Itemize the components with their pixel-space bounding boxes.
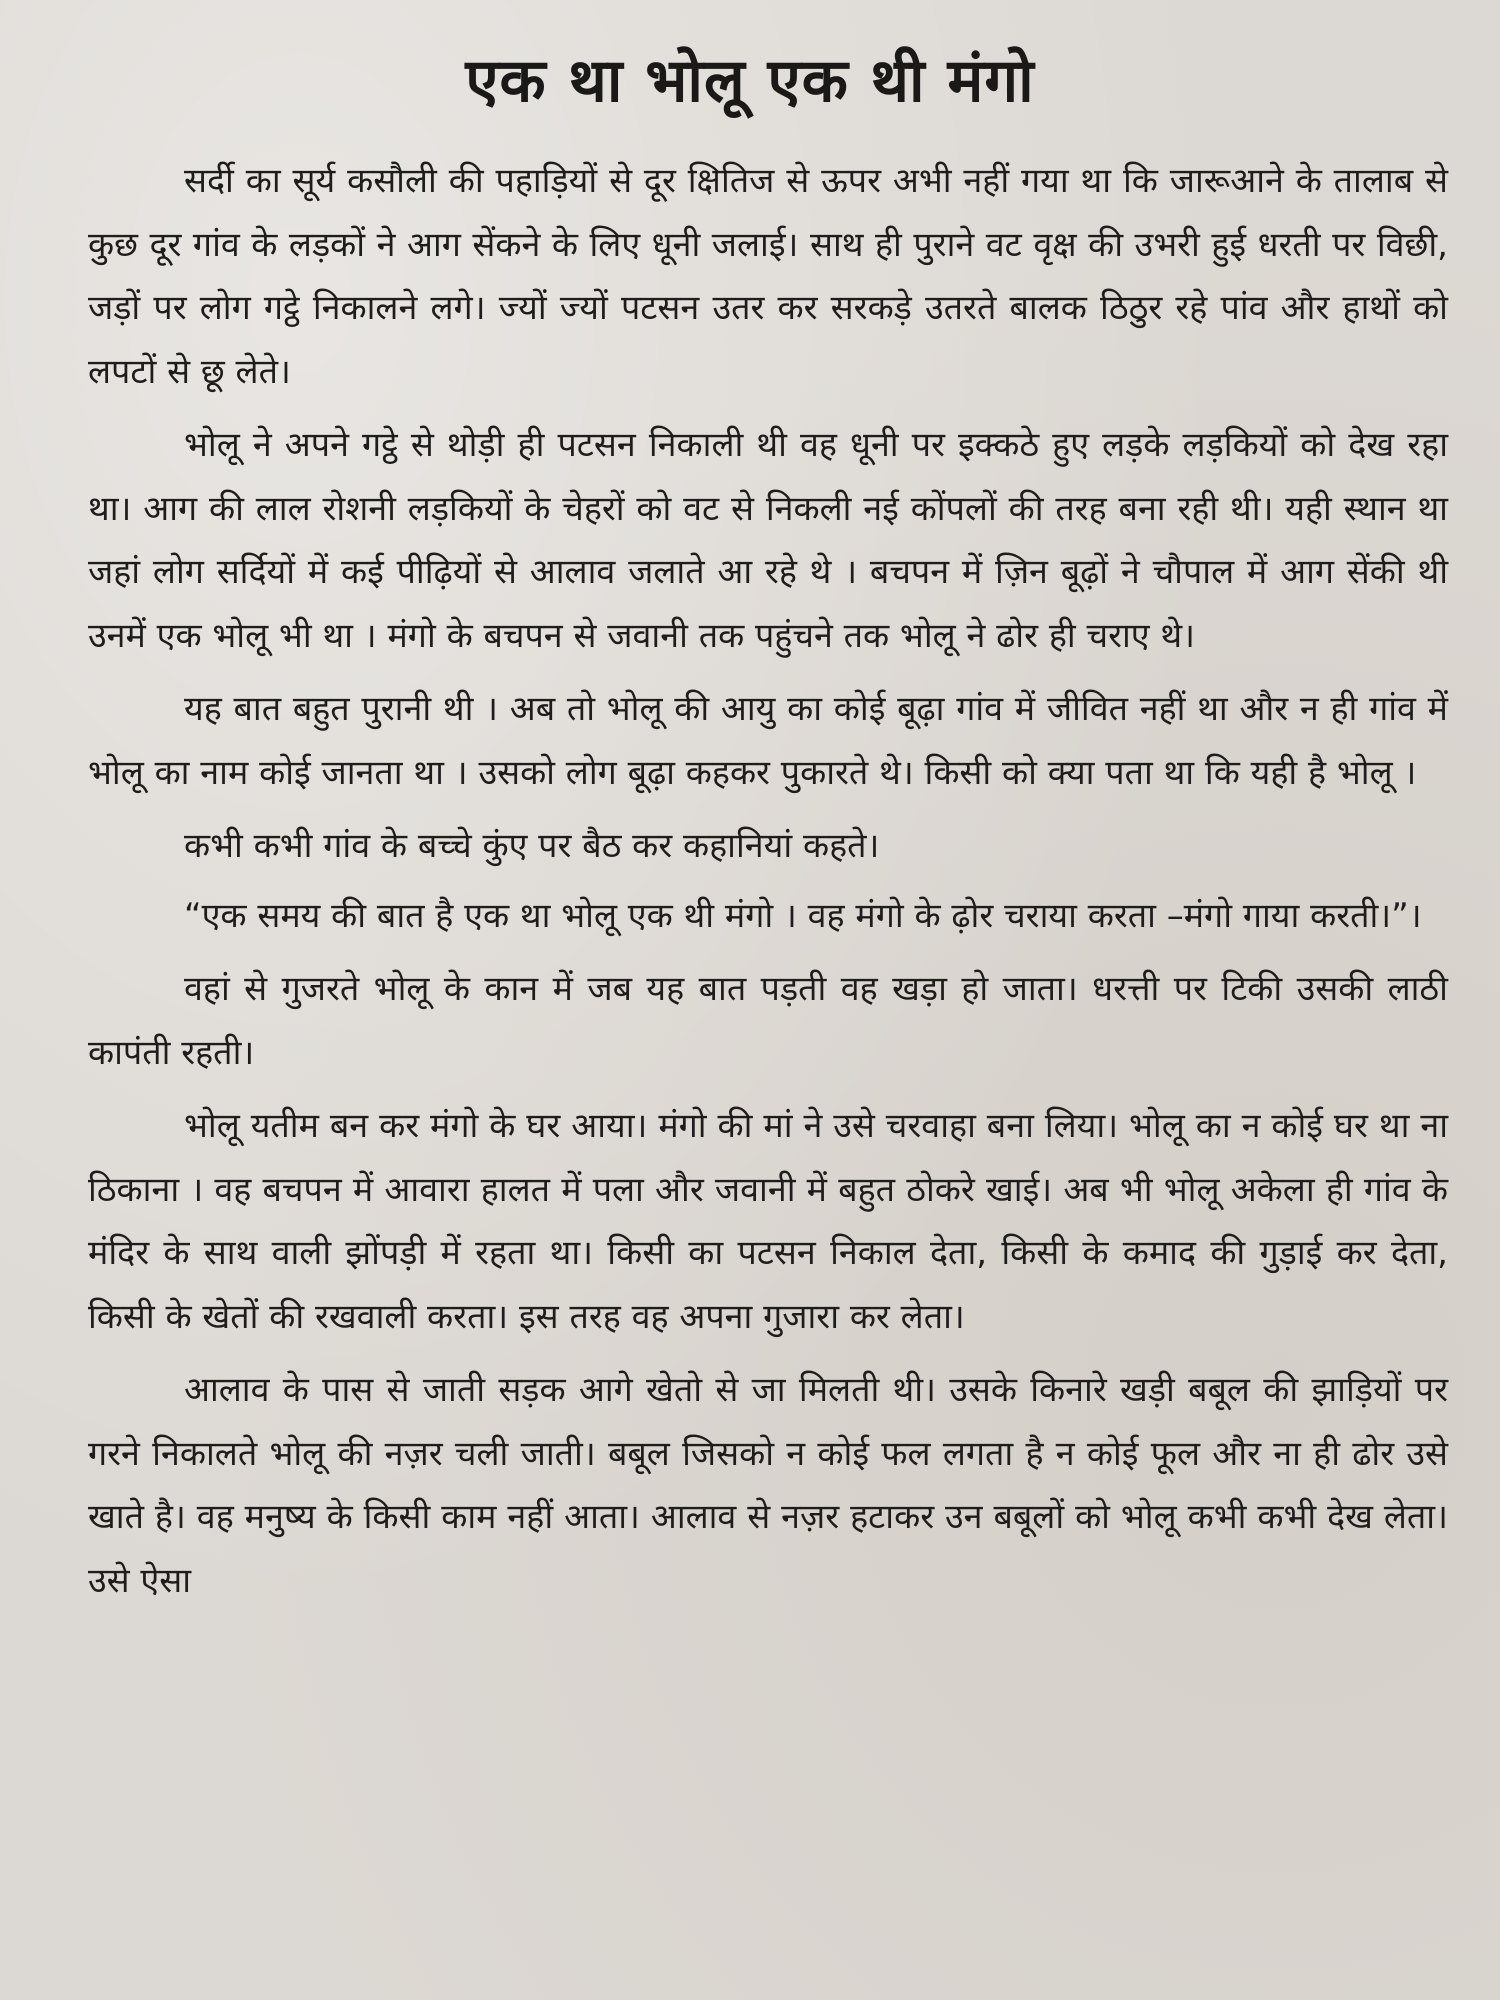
paragraph-2: भोलू ने अपने गट्ठे से थोड़ी ही पटसन निकाली थी वह धूनी पर इक्कठे हुए लड़के लड़कियों को देख रहा था। आग की लाल रोशनी लड़कियों के चेहरों को वट से निकली नई कोंपलों की तरह बना रही थी। यही स्थान था जहां लोग सर्दियों में कई पीढ़ियों से आलाव जलाते आ रहे थे । बचपन में ज़िन बूढ़ों ने चौपाल में आग सेंकी थी उनमें एक भोलू भी था । मंगो के बचपन से जवानी तक पहुंचने तक भोलू ने ढोर ही चराए थे।	[88, 425, 1448, 656]
paragraph-8: आलाव के पास से जाती सड़क आगे खेतो से जा मिलती थी। उसके किनारे खड़ी बबूल की झाड़ियों पर गरने निकालते भोलू की नज़र चली जाती। बबूल जिसको न कोई फल लगता है न कोई फूल और ना ही ढोर उसे खाते है। वह मनुष्य के किसी काम नहीं आता। आलाव से नज़र हटाकर उन बबूलों को भोलू कभी कभी देख लेता। उसे ऐसा	[88, 1370, 1448, 1601]
story-title: एक था भोलू एक थी मंगो	[465, 46, 1035, 116]
paragraph-1: सर्दी का सूर्य कसौली की पहाड़ियों से दूर क्षितिज से ऊपर अभी नहीं गया था कि जारूआने के तालाब से कुछ दूर गांव के लड़कों ने आग सेंकने के लिए धूनी जलाई। साथ ही पुराने वट वृक्ष की उभरी हुई धरती पर विछी, जड़ों पर लोग गट्ठे निकालने लगे। ज्यों ज्यों पटसन उतर कर सरकड़े उतरते बालक ठिठुर रहे पांव और हाथों को लपटों से छू लेते।	[88, 161, 1448, 392]
paragraph-7: भोलू यतीम बन कर मंगो के घर आया। मंगो की मां ने उसे चरवाहा बना लिया। भोलू का न कोई घर था ना ठिकाना । वह बचपन में आवारा हालत में पला और जवानी में बहुत ठोकरे खाई। अब भी भोलू अकेला ही गांव के मंदिर के साथ वाली झोंपड़ी में रहता था। किसी का पटसन निकाल देता, किसी के कमाद की गुड़ाई कर देता, किसी के खेतों की रखवाली करता। इस तरह वह अपना गुजारा कर लेता।	[88, 1106, 1448, 1337]
paragraph-4: कभी कभी गांव के बच्चे कुंए पर बैठ कर कहानियां कहते।	[184, 826, 880, 866]
paragraph-6: वहां से गुजरते भोलू के कान में जब यह बात पड़ती वह खड़ा हो जाता। धरत्ती पर टिकी उसकी लाठी कापंती रहती।	[88, 969, 1448, 1073]
paragraph-5-quote: “एक समय की बात है एक था भोलू एक थी मंगो । वह मंगो के ढ़ोर चराया करता –मंगो गाया करती।”।	[184, 895, 1422, 936]
story-body	[88, 150, 1448, 1623]
paragraph-3: यह बात बहुत पुरानी थी । अब तो भोलू की आयु का कोई बूढ़ा गांव में जीवित नहीं था और न ही गांव में भोलू का नाम कोई जानता था । उसको लोग बूढ़ा कहकर पुकारते थे। किसी को क्या पता था कि यही है भोलू ।	[88, 689, 1448, 793]
